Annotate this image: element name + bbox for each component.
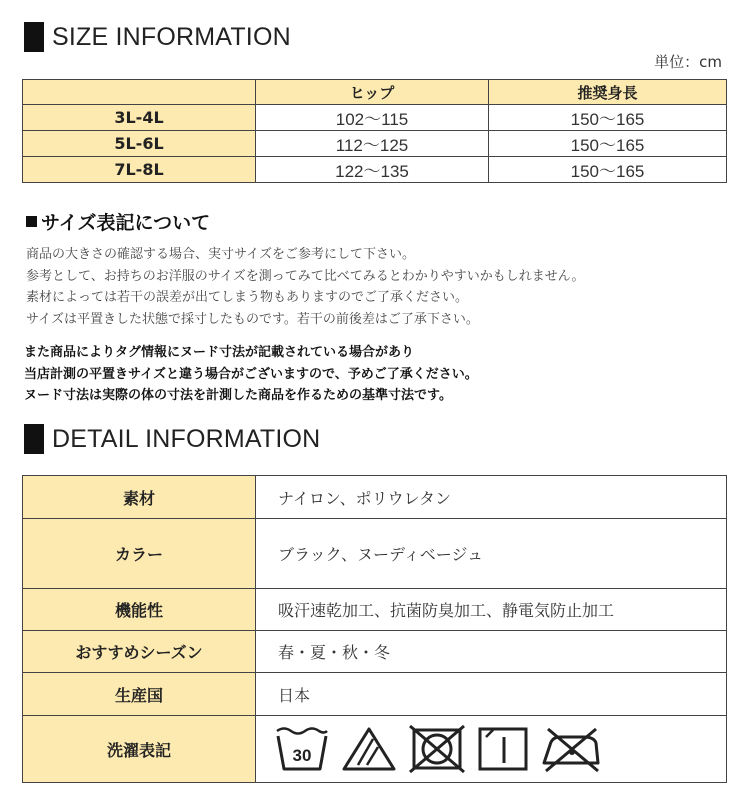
table-row [23,157,727,183]
detail-section-title: DETAIL INFORMATION [52,424,321,453]
hip-value: 122〜135 [256,157,489,183]
size-header-hip: ヒップ [256,80,489,105]
size-notes-bold [24,342,478,407]
size-header-height: 推奨身長 [489,80,727,105]
wash-30-icon [274,725,330,773]
size-table [22,79,727,183]
detail-table [22,475,727,783]
height-value: 150〜165 [489,157,727,183]
note-line: 参考として、お持ちのお洋服のサイズを測ってみて比べてみるとわかりやすいかもしれません。 [26,268,585,284]
detail-value: 日本 [256,673,727,716]
size-section-header [24,22,291,52]
section-marker [24,424,44,454]
size-notes [26,244,584,330]
note-line-bold: 当店計測の平置きサイズと違う場合がございますので、予めご了承ください。 [24,366,478,382]
table-row [23,716,727,783]
size-notes-title-text: サイズ表記について [41,212,211,234]
unit-label: 単位：cm [654,53,722,71]
hip-value: 112〜125 [256,131,489,157]
detail-label: 生産国 [23,673,256,716]
size-label: 7L-8L [23,157,256,183]
size-table-header [23,80,727,105]
note-line: 商品の大きさの確認する場合、実寸サイズをご参考にして下さい。 [26,247,415,262]
table-row [23,131,727,157]
detail-label: カラー [23,519,256,589]
section-marker [24,22,44,52]
iron-low-icon [540,725,602,773]
no-tumble-dry-icon [408,724,466,774]
note-line-bold: ヌード寸法は実際の体の寸法を計測した商品を作るための基準寸法です。 [24,388,452,403]
height-value: 150〜165 [489,105,727,131]
detail-label: 素材 [23,476,256,519]
detail-value: 吸汗速乾加工、抗菌防臭加工、静電気防止加工 [256,589,727,631]
table-row [23,476,727,519]
size-notes-title [26,208,210,235]
table-row [23,673,727,716]
detail-label: おすすめシーズン [23,631,256,673]
square-bullet-icon [26,216,37,227]
care-icons [274,724,726,774]
care-icons-cell [256,716,727,783]
note-line-bold: また商品によりタグ情報にヌード寸法が記載されている場合があり [24,345,415,360]
table-row [23,105,727,131]
table-row [23,631,727,673]
note-line: サイズは平置きした状態で採寸したものです。若干の前後差はご了承下さい。 [26,311,479,327]
size-section-title: SIZE INFORMATION [52,22,291,51]
detail-label: 機能性 [23,589,256,631]
detail-label: 洗濯表記 [23,716,256,783]
detail-section-header [24,424,320,454]
line-dry-icon [476,725,530,773]
height-value: 150〜165 [489,131,727,157]
detail-value: ブラック、ヌーディベージュ [256,519,727,589]
table-row [23,589,727,631]
size-label: 3L-4L [23,105,256,131]
bleach-ok-icon [340,725,398,773]
wash-temp-label: 30 [292,746,312,765]
size-header-blank [23,80,256,105]
detail-value: 春・夏・秋・冬 [256,631,727,673]
detail-value: ナイロン、ポリウレタン [256,476,727,519]
table-row [23,519,727,589]
note-line: 素材によっては若干の誤差が出てしまう物もありますのでご了承ください。 [26,290,469,305]
size-label: 5L-6L [23,131,256,157]
hip-value: 102〜115 [256,105,489,131]
